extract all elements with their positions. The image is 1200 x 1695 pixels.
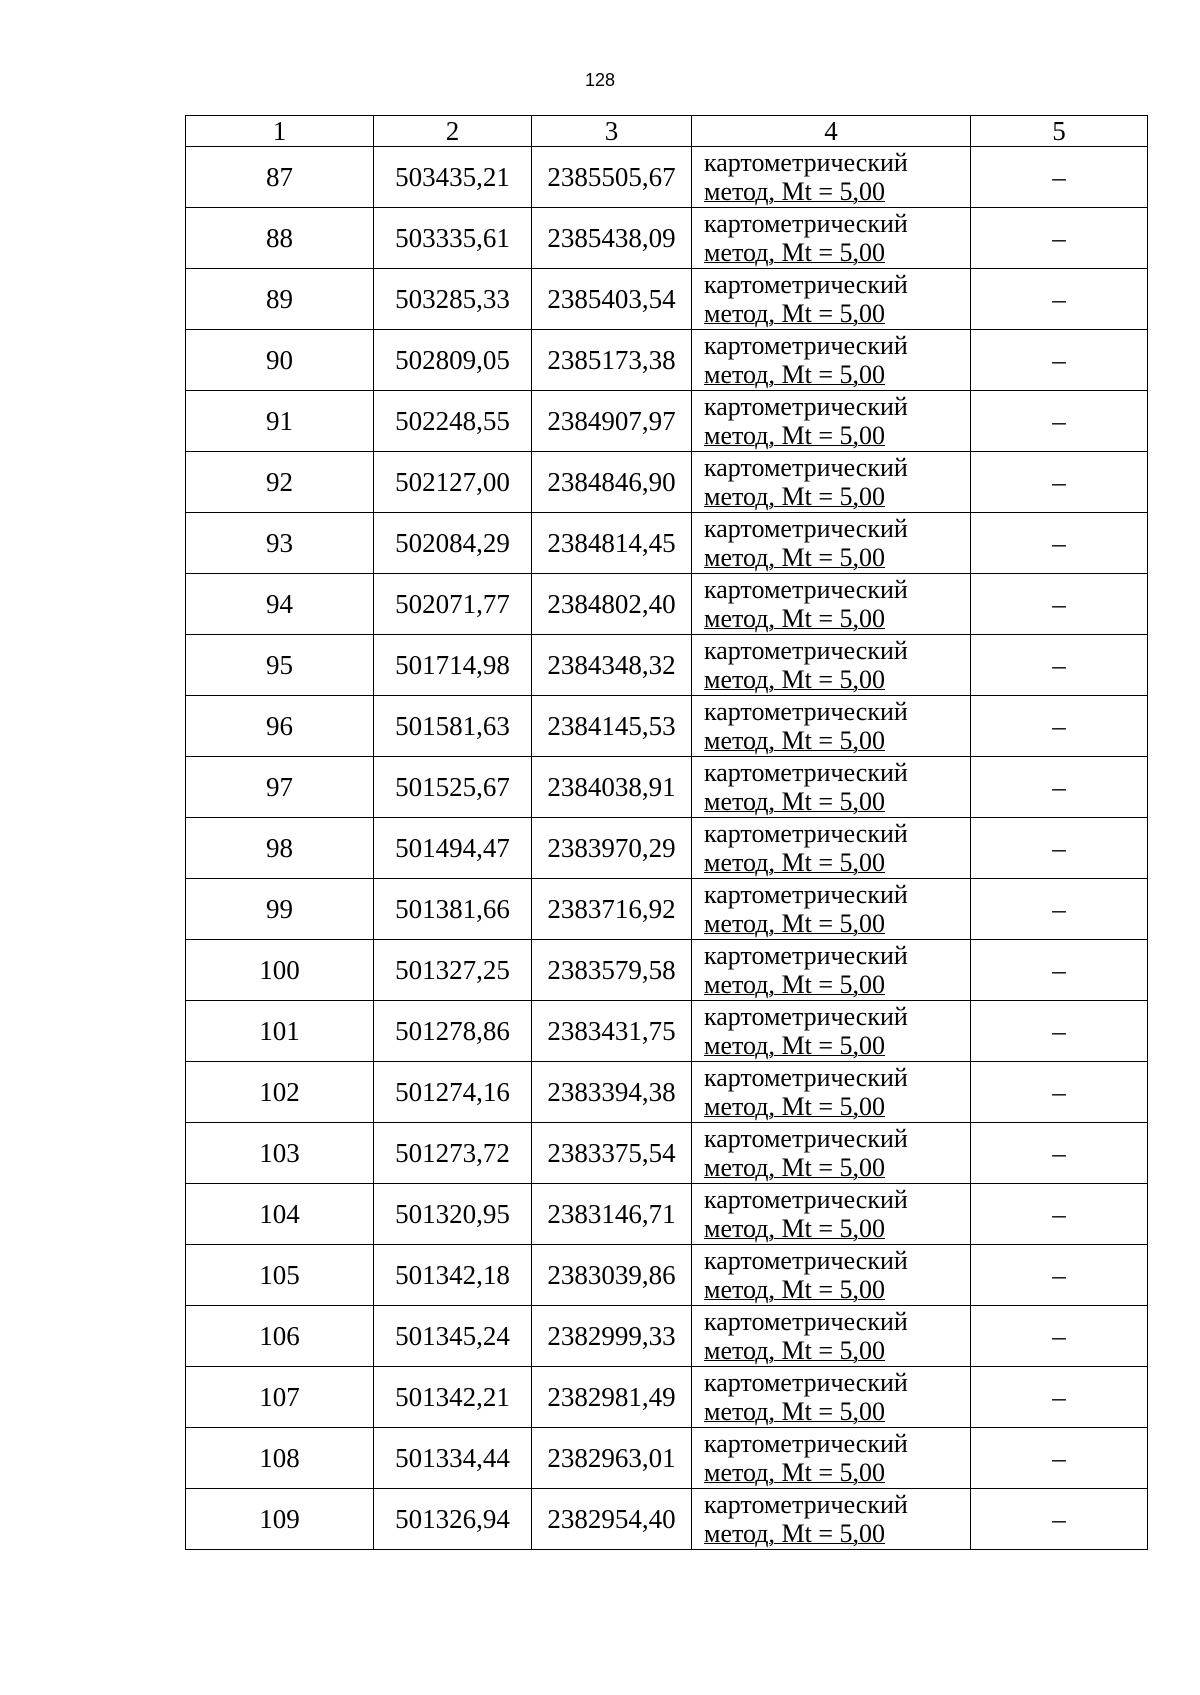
point-number-cell: 102 bbox=[186, 1062, 374, 1123]
table-row bbox=[186, 452, 1148, 513]
method-line-2: метод, Mt = 5,00 bbox=[704, 909, 885, 938]
method-cell bbox=[692, 818, 971, 879]
table-row bbox=[186, 1062, 1148, 1123]
method-cell bbox=[692, 1489, 971, 1550]
note-cell: – bbox=[971, 147, 1148, 208]
table-row bbox=[186, 879, 1148, 940]
point-number-cell: 106 bbox=[186, 1306, 374, 1367]
header-cell-4: 4 bbox=[692, 116, 971, 147]
x-coordinate-cell: 501342,21 bbox=[374, 1367, 532, 1428]
table-row bbox=[186, 1184, 1148, 1245]
table-row bbox=[186, 1245, 1148, 1306]
x-coordinate-cell: 503285,33 bbox=[374, 269, 532, 330]
y-coordinate-cell: 2383431,75 bbox=[532, 1001, 692, 1062]
method-line-2: метод, Mt = 5,00 bbox=[704, 1397, 885, 1426]
method-line-1: картометрический bbox=[704, 514, 908, 543]
point-number-cell: 92 bbox=[186, 452, 374, 513]
y-coordinate-cell: 2385403,54 bbox=[532, 269, 692, 330]
note-cell: – bbox=[971, 269, 1148, 330]
method-line-1: картометрический bbox=[704, 1002, 908, 1031]
method-line-1: картометрический bbox=[704, 1124, 908, 1153]
table-row bbox=[186, 1489, 1148, 1550]
note-cell: – bbox=[971, 391, 1148, 452]
note-cell: – bbox=[971, 940, 1148, 1001]
point-number-cell: 108 bbox=[186, 1428, 374, 1489]
method-line-2: метод, Mt = 5,00 bbox=[704, 543, 885, 572]
table-row bbox=[186, 1123, 1148, 1184]
note-cell: – bbox=[971, 1184, 1148, 1245]
y-coordinate-cell: 2385505,67 bbox=[532, 147, 692, 208]
point-number-cell: 95 bbox=[186, 635, 374, 696]
method-cell bbox=[692, 757, 971, 818]
point-number-cell: 89 bbox=[186, 269, 374, 330]
point-number-cell: 88 bbox=[186, 208, 374, 269]
y-coordinate-cell: 2384038,91 bbox=[532, 757, 692, 818]
table-row bbox=[186, 818, 1148, 879]
method-line-2: метод, Mt = 5,00 bbox=[704, 665, 885, 694]
y-coordinate-cell: 2384907,97 bbox=[532, 391, 692, 452]
x-coordinate-cell: 501273,72 bbox=[374, 1123, 532, 1184]
method-line-1: картометрический bbox=[704, 1246, 908, 1275]
y-coordinate-cell: 2382999,33 bbox=[532, 1306, 692, 1367]
x-coordinate-cell: 501494,47 bbox=[374, 818, 532, 879]
x-coordinate-cell: 501345,24 bbox=[374, 1306, 532, 1367]
method-line-2: метод, Mt = 5,00 bbox=[704, 299, 885, 328]
point-number-cell: 96 bbox=[186, 696, 374, 757]
table-header bbox=[186, 116, 1148, 147]
method-line-2: метод, Mt = 5,00 bbox=[704, 1214, 885, 1243]
note-cell: – bbox=[971, 513, 1148, 574]
method-line-1: картометрический bbox=[704, 1490, 908, 1519]
x-coordinate-cell: 501274,16 bbox=[374, 1062, 532, 1123]
method-line-1: картометрический bbox=[704, 758, 908, 787]
method-line-1: картометрический bbox=[704, 819, 908, 848]
y-coordinate-cell: 2383039,86 bbox=[532, 1245, 692, 1306]
y-coordinate-cell: 2384145,53 bbox=[532, 696, 692, 757]
method-line-1: картометрический bbox=[704, 392, 908, 421]
method-cell bbox=[692, 1123, 971, 1184]
method-line-1: картометрический bbox=[704, 575, 908, 604]
x-coordinate-cell: 501381,66 bbox=[374, 879, 532, 940]
x-coordinate-cell: 501714,98 bbox=[374, 635, 532, 696]
note-cell: – bbox=[971, 1306, 1148, 1367]
y-coordinate-cell: 2383394,38 bbox=[532, 1062, 692, 1123]
x-coordinate-cell: 502127,00 bbox=[374, 452, 532, 513]
method-cell bbox=[692, 1245, 971, 1306]
method-line-2: метод, Mt = 5,00 bbox=[704, 421, 885, 450]
header-cell-1: 1 bbox=[186, 116, 374, 147]
point-number-cell: 97 bbox=[186, 757, 374, 818]
method-line-2: метод, Mt = 5,00 bbox=[704, 360, 885, 389]
note-cell: – bbox=[971, 1245, 1148, 1306]
method-line-2: метод, Mt = 5,00 bbox=[704, 1519, 885, 1548]
table-row bbox=[186, 208, 1148, 269]
header-cell-5: 5 bbox=[971, 116, 1148, 147]
method-line-2: метод, Mt = 5,00 bbox=[704, 482, 885, 511]
table-row bbox=[186, 940, 1148, 1001]
method-line-2: метод, Mt = 5,00 bbox=[704, 238, 885, 267]
method-cell bbox=[692, 635, 971, 696]
method-cell bbox=[692, 1001, 971, 1062]
method-cell bbox=[692, 574, 971, 635]
method-cell bbox=[692, 208, 971, 269]
method-line-2: метод, Mt = 5,00 bbox=[704, 726, 885, 755]
table-row bbox=[186, 635, 1148, 696]
method-line-1: картометрический bbox=[704, 1307, 908, 1336]
point-number-cell: 109 bbox=[186, 1489, 374, 1550]
table-body bbox=[186, 147, 1148, 1550]
point-number-cell: 99 bbox=[186, 879, 374, 940]
point-number-cell: 93 bbox=[186, 513, 374, 574]
table-row bbox=[186, 696, 1148, 757]
point-number-cell: 100 bbox=[186, 940, 374, 1001]
y-coordinate-cell: 2382981,49 bbox=[532, 1367, 692, 1428]
note-cell: – bbox=[971, 208, 1148, 269]
table-row bbox=[186, 1306, 1148, 1367]
method-line-2: метод, Mt = 5,00 bbox=[704, 848, 885, 877]
table-row bbox=[186, 513, 1148, 574]
method-cell bbox=[692, 940, 971, 1001]
note-cell: – bbox=[971, 330, 1148, 391]
x-coordinate-cell: 502084,29 bbox=[374, 513, 532, 574]
method-cell bbox=[692, 879, 971, 940]
note-cell: – bbox=[971, 879, 1148, 940]
note-cell: – bbox=[971, 1367, 1148, 1428]
table-row bbox=[186, 269, 1148, 330]
method-cell bbox=[692, 452, 971, 513]
method-cell bbox=[692, 269, 971, 330]
note-cell: – bbox=[971, 635, 1148, 696]
note-cell: – bbox=[971, 1489, 1148, 1550]
point-number-cell: 98 bbox=[186, 818, 374, 879]
table-row bbox=[186, 1001, 1148, 1062]
y-coordinate-cell: 2382963,01 bbox=[532, 1428, 692, 1489]
page-number: 128 bbox=[584, 70, 616, 90]
note-cell: – bbox=[971, 696, 1148, 757]
y-coordinate-cell: 2382954,40 bbox=[532, 1489, 692, 1550]
x-coordinate-cell: 501326,94 bbox=[374, 1489, 532, 1550]
method-line-1: картометрический bbox=[704, 148, 908, 177]
x-coordinate-cell: 503335,61 bbox=[374, 208, 532, 269]
method-line-2: метод, Mt = 5,00 bbox=[704, 1153, 885, 1182]
note-cell: – bbox=[971, 818, 1148, 879]
method-line-1: картометрический bbox=[704, 636, 908, 665]
method-line-2: метод, Mt = 5,00 bbox=[704, 1092, 885, 1121]
y-coordinate-cell: 2383579,58 bbox=[532, 940, 692, 1001]
y-coordinate-cell: 2385173,38 bbox=[532, 330, 692, 391]
y-coordinate-cell: 2385438,09 bbox=[532, 208, 692, 269]
point-number-cell: 87 bbox=[186, 147, 374, 208]
coordinates-table bbox=[185, 115, 1148, 1550]
method-cell bbox=[692, 1184, 971, 1245]
x-coordinate-cell: 501334,44 bbox=[374, 1428, 532, 1489]
point-number-cell: 103 bbox=[186, 1123, 374, 1184]
header-cell-3: 3 bbox=[532, 116, 692, 147]
method-line-2: метод, Mt = 5,00 bbox=[704, 1031, 885, 1060]
method-cell bbox=[692, 147, 971, 208]
method-line-2: метод, Mt = 5,00 bbox=[704, 604, 885, 633]
x-coordinate-cell: 501342,18 bbox=[374, 1245, 532, 1306]
y-coordinate-cell: 2384846,90 bbox=[532, 452, 692, 513]
method-line-2: метод, Mt = 5,00 bbox=[704, 1458, 885, 1487]
note-cell: – bbox=[971, 1001, 1148, 1062]
method-line-1: картометрический bbox=[704, 1185, 908, 1214]
method-line-1: картометрический bbox=[704, 1429, 908, 1458]
method-line-1: картометрический bbox=[704, 453, 908, 482]
point-number-cell: 105 bbox=[186, 1245, 374, 1306]
note-cell: – bbox=[971, 1062, 1148, 1123]
header-row bbox=[186, 116, 1148, 147]
method-cell bbox=[692, 1428, 971, 1489]
y-coordinate-cell: 2383146,71 bbox=[532, 1184, 692, 1245]
point-number-cell: 91 bbox=[186, 391, 374, 452]
method-cell bbox=[692, 391, 971, 452]
table-row bbox=[186, 147, 1148, 208]
note-cell: – bbox=[971, 1123, 1148, 1184]
method-line-1: картометрический bbox=[704, 331, 908, 360]
table-row bbox=[186, 1367, 1148, 1428]
method-line-2: метод, Mt = 5,00 bbox=[704, 787, 885, 816]
point-number-cell: 94 bbox=[186, 574, 374, 635]
method-cell bbox=[692, 1062, 971, 1123]
method-line-1: картометрический bbox=[704, 1063, 908, 1092]
method-line-1: картометрический bbox=[704, 209, 908, 238]
x-coordinate-cell: 501581,63 bbox=[374, 696, 532, 757]
table-row bbox=[186, 757, 1148, 818]
table-row bbox=[186, 330, 1148, 391]
x-coordinate-cell: 503435,21 bbox=[374, 147, 532, 208]
method-line-2: метод, Mt = 5,00 bbox=[704, 1336, 885, 1365]
y-coordinate-cell: 2383375,54 bbox=[532, 1123, 692, 1184]
x-coordinate-cell: 502071,77 bbox=[374, 574, 532, 635]
method-line-1: картометрический bbox=[704, 270, 908, 299]
point-number-cell: 104 bbox=[186, 1184, 374, 1245]
y-coordinate-cell: 2384348,32 bbox=[532, 635, 692, 696]
x-coordinate-cell: 502809,05 bbox=[374, 330, 532, 391]
note-cell: – bbox=[971, 574, 1148, 635]
method-line-1: картометрический bbox=[704, 1368, 908, 1397]
x-coordinate-cell: 501327,25 bbox=[374, 940, 532, 1001]
method-line-1: картометрический bbox=[704, 697, 908, 726]
x-coordinate-cell: 501278,86 bbox=[374, 1001, 532, 1062]
method-line-2: метод, Mt = 5,00 bbox=[704, 970, 885, 999]
x-coordinate-cell: 501525,67 bbox=[374, 757, 532, 818]
point-number-cell: 101 bbox=[186, 1001, 374, 1062]
method-cell bbox=[692, 696, 971, 757]
method-line-2: метод, Mt = 5,00 bbox=[704, 177, 885, 206]
note-cell: – bbox=[971, 1428, 1148, 1489]
method-cell bbox=[692, 1306, 971, 1367]
method-line-1: картометрический bbox=[704, 880, 908, 909]
method-cell bbox=[692, 513, 971, 574]
point-number-cell: 90 bbox=[186, 330, 374, 391]
method-line-1: картометрический bbox=[704, 941, 908, 970]
header-cell-2: 2 bbox=[374, 116, 532, 147]
point-number-cell: 107 bbox=[186, 1367, 374, 1428]
note-cell: – bbox=[971, 757, 1148, 818]
method-cell bbox=[692, 1367, 971, 1428]
y-coordinate-cell: 2384814,45 bbox=[532, 513, 692, 574]
method-line-2: метод, Mt = 5,00 bbox=[704, 1275, 885, 1304]
y-coordinate-cell: 2384802,40 bbox=[532, 574, 692, 635]
x-coordinate-cell: 502248,55 bbox=[374, 391, 532, 452]
x-coordinate-cell: 501320,95 bbox=[374, 1184, 532, 1245]
y-coordinate-cell: 2383716,92 bbox=[532, 879, 692, 940]
table-row bbox=[186, 1428, 1148, 1489]
method-cell bbox=[692, 330, 971, 391]
table-row bbox=[186, 574, 1148, 635]
y-coordinate-cell: 2383970,29 bbox=[532, 818, 692, 879]
table-row bbox=[186, 391, 1148, 452]
note-cell: – bbox=[971, 452, 1148, 513]
